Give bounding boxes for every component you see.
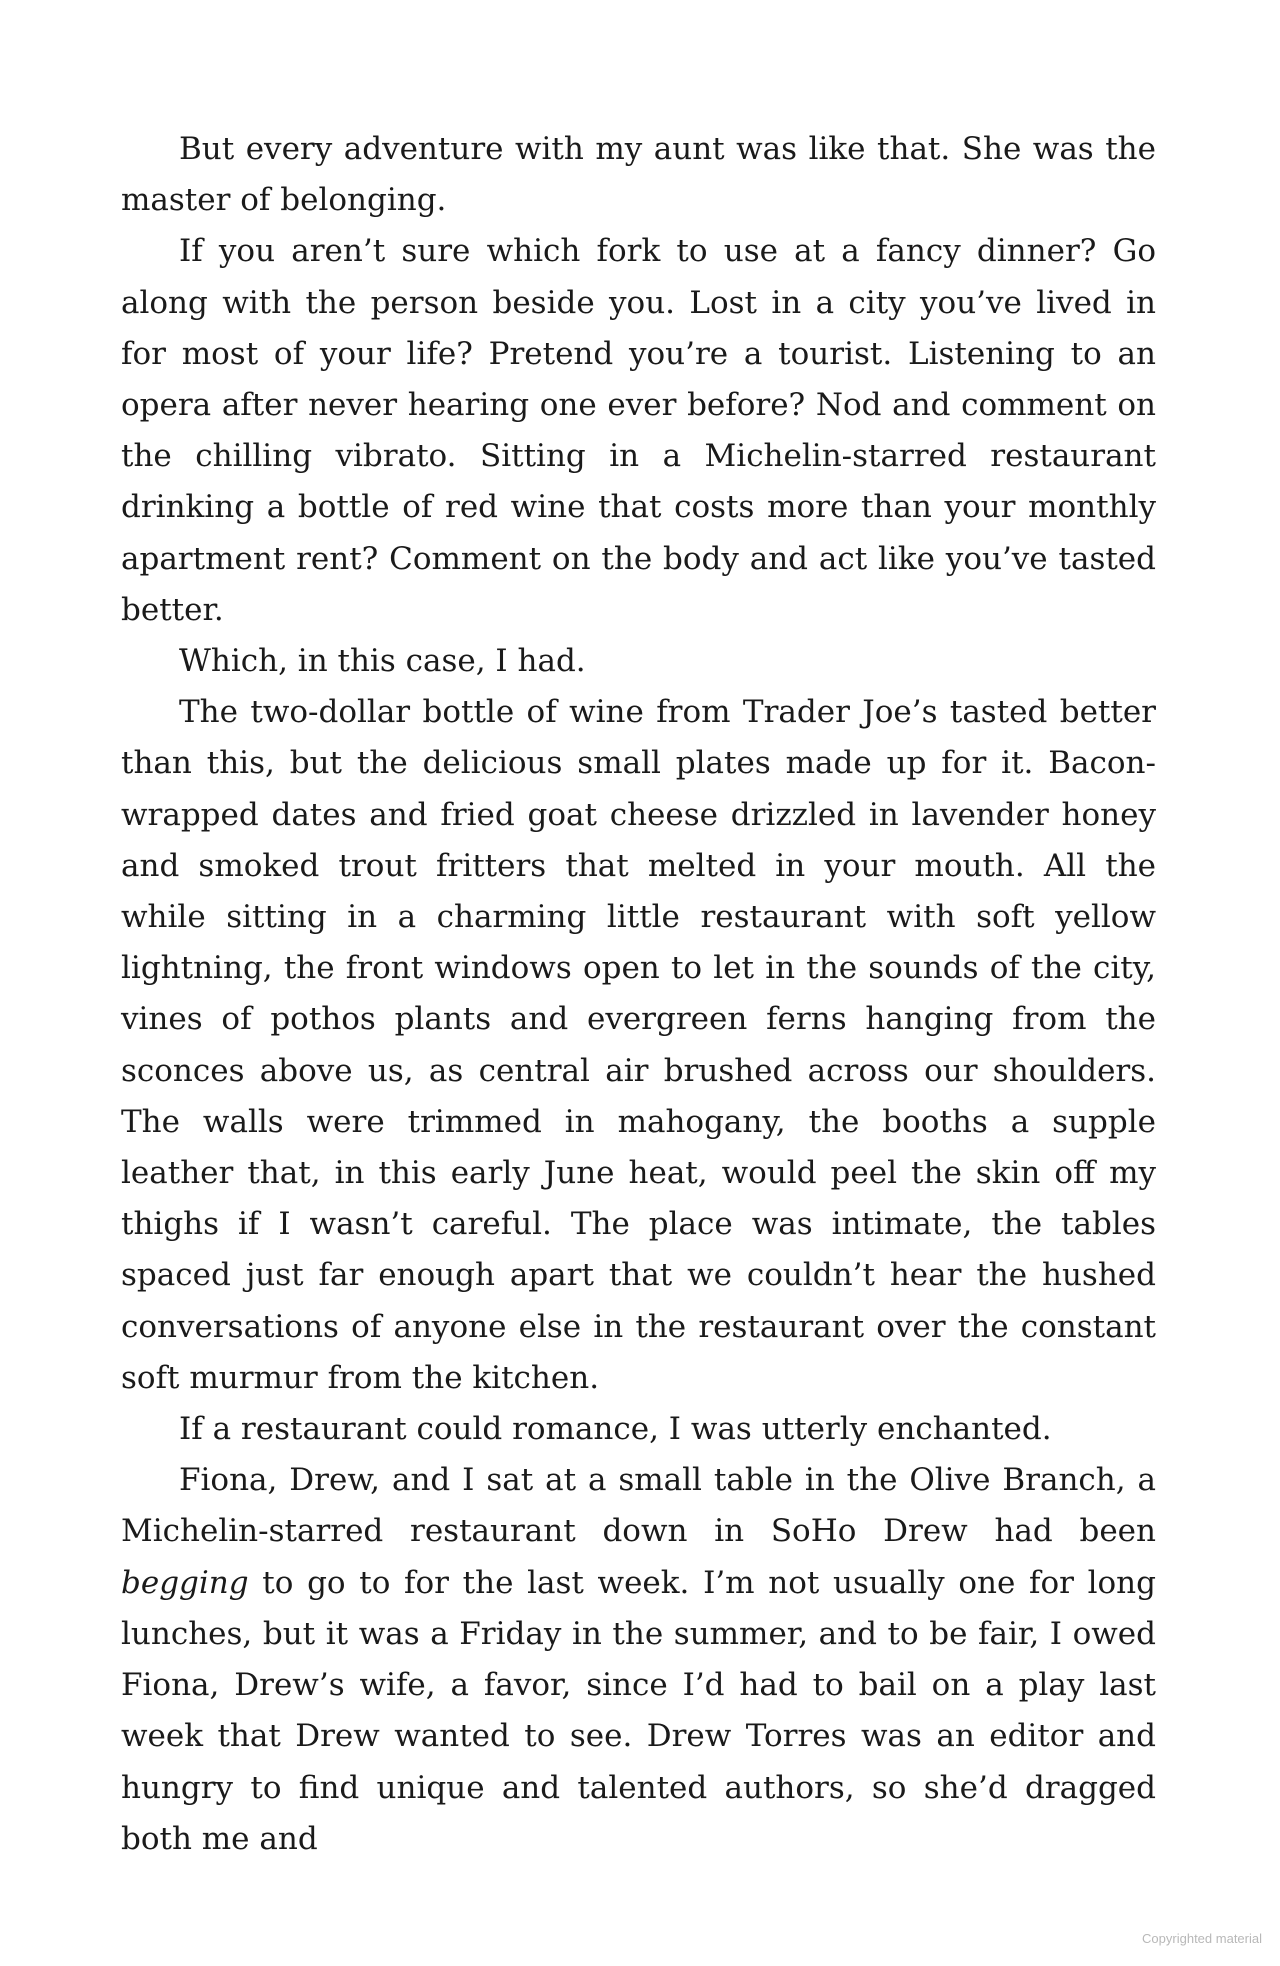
paragraph: If you aren’t sure which fork to use at a fancy dinner? Go along with the person beside you. Lost in a city you’ve lived in for most of your life? Pretend you’re a tourist. Listening to an opera after never hearing one ever before? Nod and comment on the chilling vibrato. Sitting in a Michelin-starred restaurant drinking a bottle of red wine that costs more than your monthly apartment rent? Comment on the body and act like you’ve tasted better. <box>121 233 1156 628</box>
paragraph-text: Fiona, Drew, and I sat at a small table in the Olive Branch, a Michelin-starred restaurant down in SoHo Drew had been <box>121 1462 1156 1550</box>
emphasis-text: begging <box>121 1564 249 1601</box>
paragraph: But every adventure with my aunt was like that. She was the master of belonging. <box>121 131 1156 219</box>
paragraph: If a restaurant could romance, I was utterly enchanted. <box>179 1411 1052 1448</box>
paragraph: The two-dollar bottle of wine from Trader Joe’s tasted better than this, but the delicious small plates made up for it. Bacon-wrapped dates and fried goat cheese drizzled in lavender honey and smoked trout fritters that melted in your mouth. All the while sitting in a charming little restaurant with soft yellow lightning, the front windows open to let in the sounds of the city, vines of pothos plants and evergreen ferns hanging from the sconces above us, as central air brushed across our shoulders. The walls were trimmed in mahogany, the booths a supple leather that, in this early June heat, would peel the skin off my thighs if I wasn’t careful. The place was intimate, the tables spaced just far enough apart that we couldn’t hear the hushed conversations of anyone else in the restaurant over the constant soft murmur from the kitchen. <box>121 694 1156 1396</box>
paragraph: Which, in this case, I had. <box>179 643 586 680</box>
paragraph <box>121 1455 1156 1865</box>
copyright-watermark: Copyrighted material <box>1142 1931 1262 1946</box>
body-text <box>121 124 1156 1865</box>
paragraph-text: to go to for the last week. I’m not usually one for long lunches, but it was a Friday in the summer, and to be fair, I owed Fiona, Drew’s wife, a favor, since I’d had to bail on a play last week that Drew wanted to see. Drew Torres was an editor and hungry to find unique and talented authors, so she’d dragged both me and <box>121 1564 1156 1857</box>
